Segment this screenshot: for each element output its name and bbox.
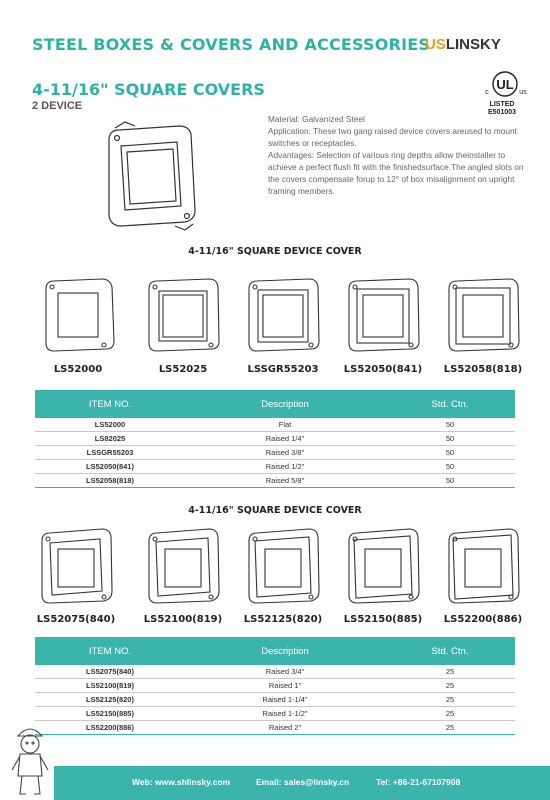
- section-title: 4-11/16" SQUARE COVERS: [32, 80, 265, 99]
- col-header-description: Description: [185, 390, 385, 418]
- product-image-ls52025: [143, 275, 223, 355]
- product-code-1: LS52000: [53, 364, 103, 375]
- section-subtitle: 2 DEVICE: [32, 100, 83, 112]
- spec-table-2: [35, 637, 515, 735]
- application-text: Application: These two gang raised device covers areused to mount switches or receptacles.: [268, 126, 517, 148]
- product-code-5: LS52058(818): [443, 364, 523, 375]
- page-header-title: STEEL BOXES & COVERS AND ACCESSORIES: [32, 35, 431, 54]
- table-row: LS52058(818) Raised 5/8" 50: [35, 474, 515, 488]
- product-code-2: LS52025: [158, 364, 208, 375]
- svg-text:us: us: [519, 89, 527, 96]
- table-row: LS52075(840) Raised 3/4" 25: [35, 665, 515, 679]
- col-header-description: Description: [185, 637, 385, 665]
- product-code-9: LS52150(885): [343, 614, 423, 625]
- footer-tel: Tel: +86-21-67107908: [376, 777, 461, 787]
- footer-web: Web: www.shlinsky.com: [132, 777, 231, 787]
- svg-text:UL: UL: [496, 77, 514, 92]
- product-image-ls52075-840: [36, 525, 116, 605]
- table-header-row: [35, 390, 515, 418]
- col-header-item-no: ITEM NO.: [35, 637, 185, 665]
- brand-logo: USLINSKY: [425, 36, 501, 53]
- table-row: LS52100(819) Raised 1" 25: [35, 679, 515, 693]
- product-code-10: LS52200(886): [443, 614, 523, 625]
- material-text: Material: Galvanized Steel: [268, 114, 365, 124]
- hero-cover-drawing: [95, 120, 207, 232]
- product-image-ls52000: [38, 275, 118, 355]
- table-row: LS52150(885) Raised 1-1/2" 25: [35, 707, 515, 721]
- table-row: LS82025 Raised 1/4" 50: [35, 432, 515, 446]
- ul-listed-text: LISTED E501003: [488, 101, 517, 116]
- table-row: LS52050(841) Raised 1/2" 50: [35, 460, 515, 474]
- product-image-ls52125-820: [243, 525, 323, 605]
- spec-table-1: [35, 390, 515, 488]
- table-header-row: [35, 637, 515, 665]
- product-code-7: LS52100(819): [143, 614, 223, 625]
- svg-text:c: c: [485, 89, 489, 96]
- contact-footer: [54, 766, 550, 800]
- product-description: [268, 113, 530, 197]
- product-image-ls52200-886: [443, 525, 523, 605]
- product-code-6: LS52075(840): [36, 614, 116, 625]
- worker-mascot-icon: [6, 720, 54, 800]
- product-code-8: LS52125(820): [243, 614, 323, 625]
- table-row: LSSGR55203 Raised 3/8" 50: [35, 446, 515, 460]
- table-row: LS52200(886) Raised 2" 25: [35, 721, 515, 735]
- footer-email: Email: sales@linsky.cn: [256, 777, 350, 787]
- product-image-ls52150-885: [343, 525, 423, 605]
- col-header-std-ctn: Std. Ctn.: [385, 390, 515, 418]
- block2-title: 4-11/16" SQUARE DEVICE COVER: [188, 505, 362, 516]
- product-code-3: LSSGR55203: [247, 364, 319, 375]
- col-header-std-ctn: Std. Ctn.: [385, 637, 515, 665]
- table-row: LS52000 Flat 50: [35, 418, 515, 432]
- col-header-item-no: ITEM NO.: [35, 390, 185, 418]
- advantages-text: Advantages: Selection of various ring depths allow theinstaller to achieve a perfect flush fit with the finishedsurface.The angled slots on the covers compensate forup to 12° of box misalignment on upright framing members.: [268, 150, 524, 196]
- product-image-ls52100-819: [143, 525, 223, 605]
- product-image-ls52058-818: [443, 275, 523, 355]
- block1-title: 4-11/16" SQUARE DEVICE COVER: [188, 246, 362, 257]
- product-image-ls52050-841: [343, 275, 423, 355]
- table-row: LS52125(820) Raised 1-1/4" 25: [35, 693, 515, 707]
- product-image-lssgr55203: [243, 275, 323, 355]
- product-code-4: LS52050(841): [343, 364, 423, 375]
